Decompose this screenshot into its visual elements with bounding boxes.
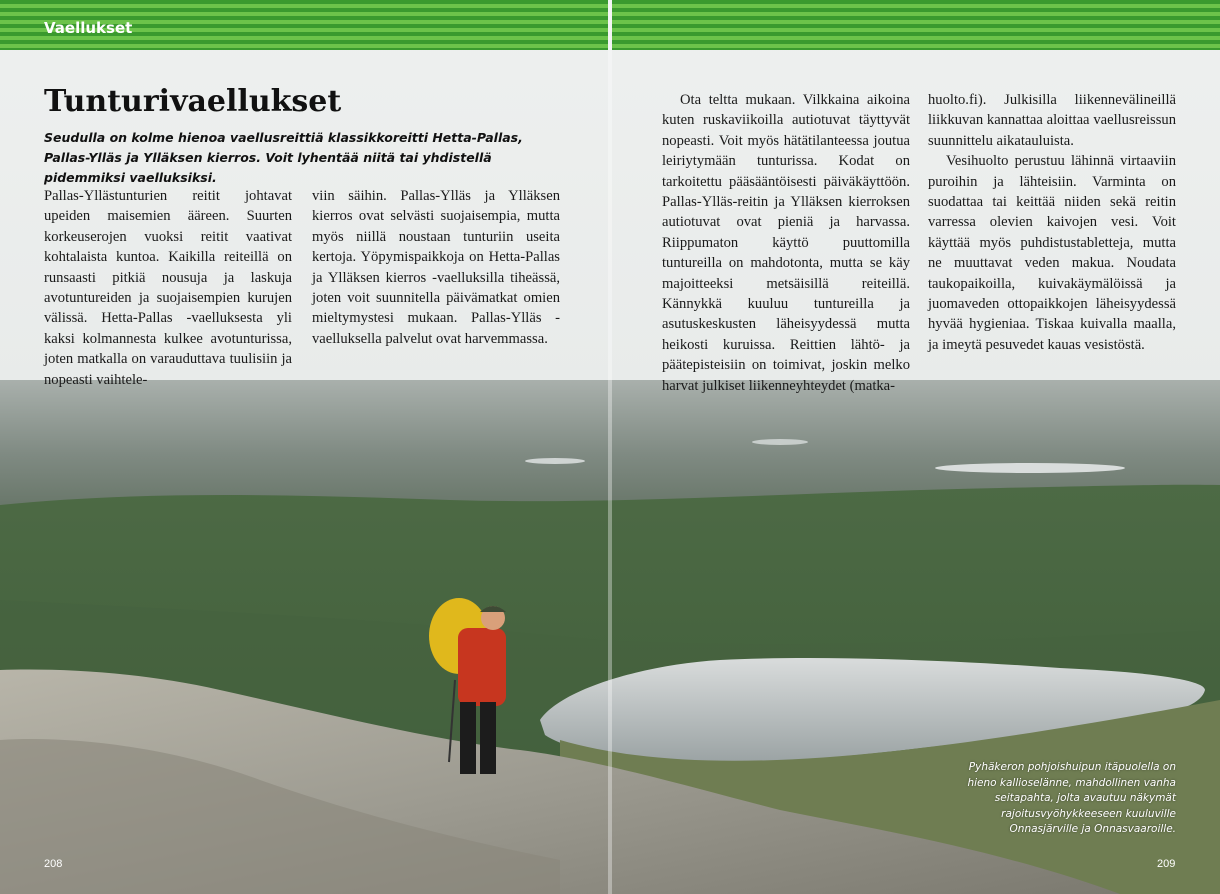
page-number-left: 208 [44,858,63,870]
photo-caption: Pyhäkeron pohjoishuipun itäpuolella on hieno kallioselänne, mahdollinen vanha seitapahta, jolta avautuu näkymät rajoitusvyöhykkeeseen kuuluville Onnasjärville ja Onnasvaaroille. [967,761,1176,835]
text-column-1 [44,186,292,390]
text-column-2 [312,186,560,349]
paragraph: viin säihin. Pallas-Ylläs ja Ylläksen kierros ovat selvästi suojaisempia, mutta myös niillä noustaan tunturiin useita kertoja. Yöpymispaikkoja on Hetta-Pallas ja Ylläksen kierros -vaelluksilla tiheässä, joten voit suunnitella päivämatkat omien mieltymystesi mukaan. Pallas-Ylläs -vaelluksella palvelut ovat harvemmassa. [312,188,560,347]
section-tag: Vaellukset [44,19,133,37]
paragraph: huolto.fi). Julkisilla liikennevälineillä liikkuvan kannattaa aloittaa vaellusreissun suunnittelu aikatauluista. [928,92,1176,149]
text-column-3 [662,90,910,396]
paragraph: Vesihuolto perustuu lähinnä virtaaviin puroihin ja lähteisiin. Varminta on suodattaa tai keittää niiden sekä reitin varressa olevien kaivojen vesi. Voit käyttää myös puhdistustabletteja, mutta ne muuttavat veden makua. Noudata taukopaikoilla, kuivakäymälöissä ja juomaveden ottopaikkojen läheisyydessä hyvää hygieniaa. Tiskaa kuivalla maalla, ja imeytä pesuvedet kauas vesistöstä. [928,153,1176,353]
article-title: Tunturivaellukset [44,84,342,119]
text-column-4 [928,90,1176,355]
paragraph: Pallas-Yllästunturien reitit johtavat upeiden maisemien ääreen. Suurten korkeuserojen vuoksi reitit vaativat kohtalaista kuntoa. Kaikilla reiteillä on runsaasti pitkiä nousuja ja laskuja avotuntureiden ja suojaisempien kurujen välissä. Hetta-Pallas -vaelluksesta yli kaksi kolmannesta kulkee avotunturissa, joten matkalla on varauduttava tuulisiin ja nopeasti vaihtele- [44,188,292,388]
page-gutter [608,0,612,894]
page-number-right: 209 [1157,858,1176,870]
header-band-right [612,0,1220,50]
paragraph: Ota teltta mukaan. Vilkkaina aikoina kuten ruskaviikoilla autiotuvat täyttyvät nopeasti. Voit myös hätätilanteessa joutua leiriytymään tunturissa. Kodat on tarkoitettu pääsääntöisesti päiväkäyttöön. Pallas-Ylläs-reitin ja Ylläksen kierroksen autiotuvat ovat pieniä ja harvassa. Riippumaton käyttö puuttomilla tuntureilla on mahdotonta, mutta se käy majoitteeksi metsäisillä reiteillä. Kännykkä kuuluu tuntureilla ja asutuskeskusten läheisyydessä mutta heikosti kuruissa. Reittien lähtö- ja päätepisteisiin on toimivat, joskin melko harvat julkiset liikenneyhteydet (matka- [662,92,910,394]
article-lead: Seudulla on kolme hienoa vaellusreittiä klassikkoreitti Hetta-Pallas, Pallas-Ylläs ja Ylläksen kierros. Voit lyhentää niitä tai yhdistellä pidemmiksi vaelluksiksi. [44,130,523,185]
